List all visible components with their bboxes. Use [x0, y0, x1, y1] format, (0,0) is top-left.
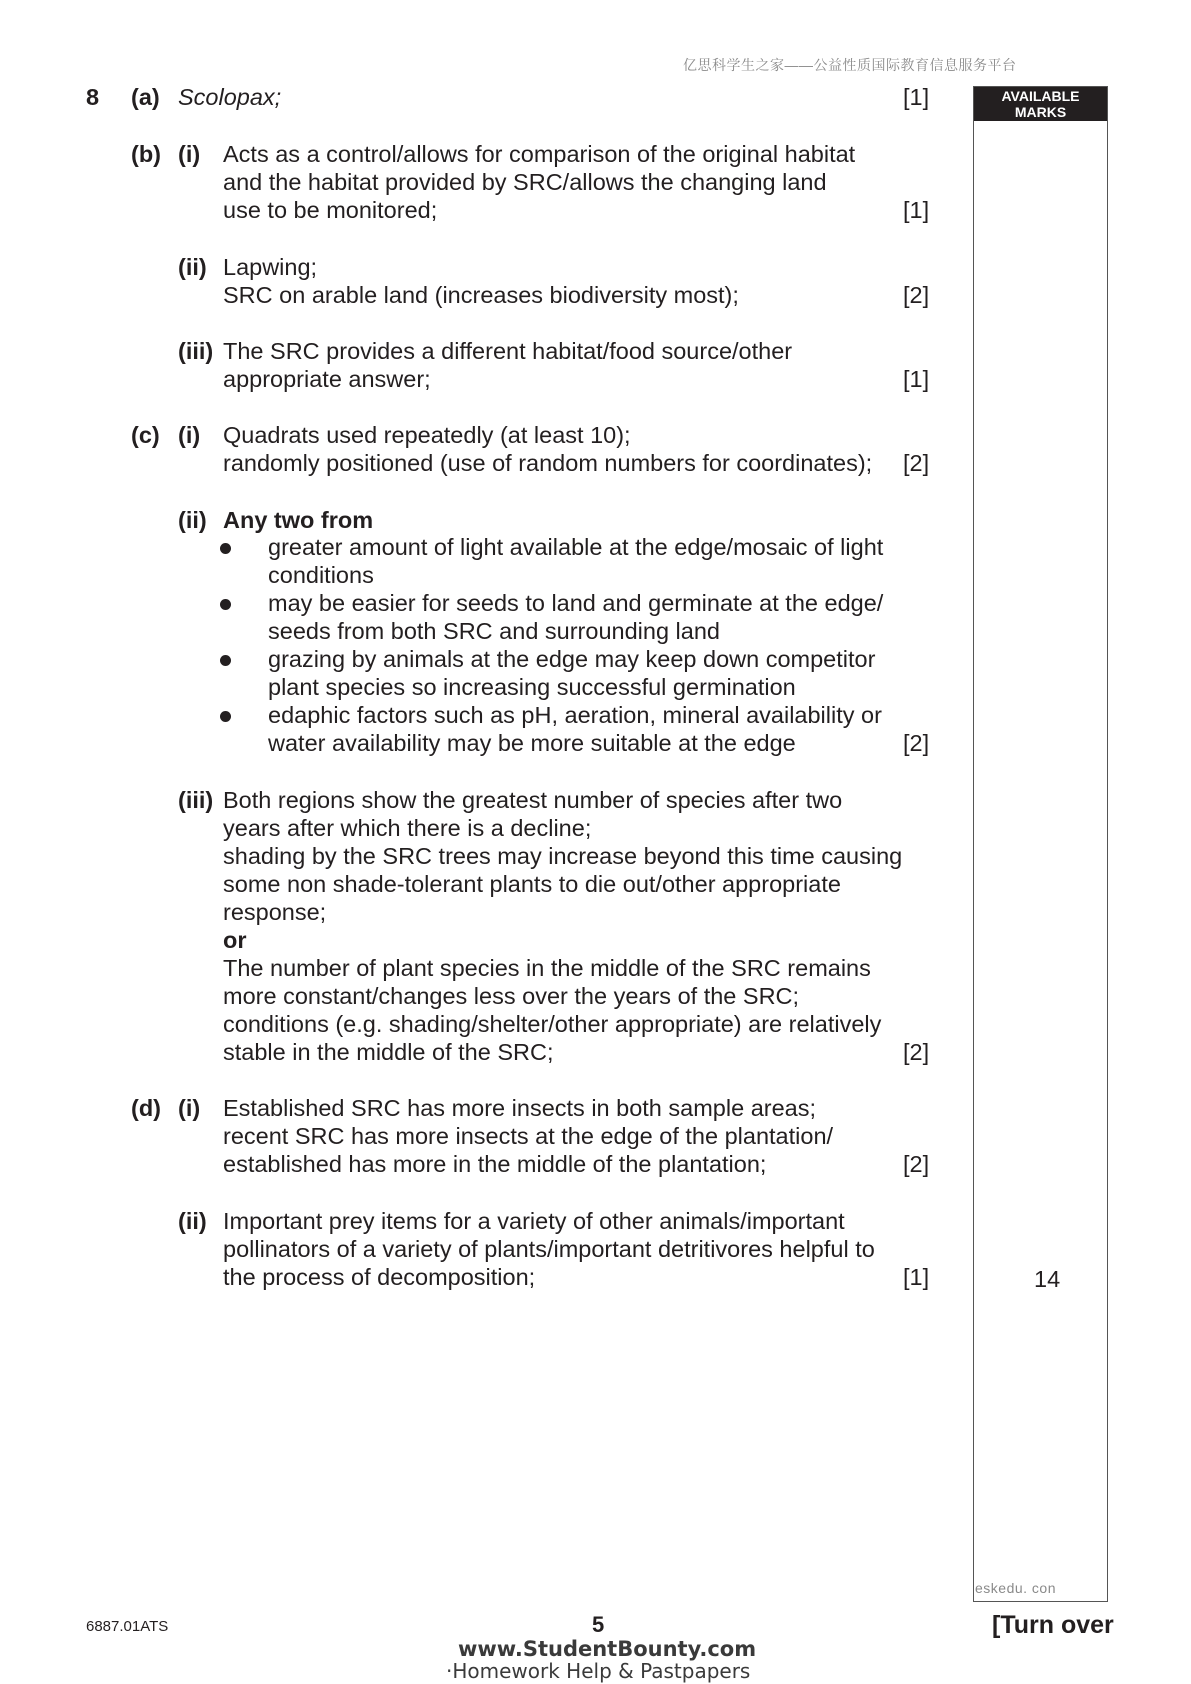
- bullet-line: greater amount of light available at the edge/mosaic of light: [268, 534, 884, 560]
- top-watermark: 亿思科学生之家——公益性质国际教育信息服务平台: [683, 57, 1017, 73]
- part-d-label: (d): [131, 1095, 162, 1121]
- part-d-ii-line: the process of decomposition;: [223, 1264, 536, 1290]
- part-c-iii-or: or: [223, 927, 247, 953]
- part-b-i-label: (i): [178, 141, 201, 167]
- bullet-line: conditions: [268, 562, 374, 588]
- part-c-iii-line: stable in the middle of the SRC;: [223, 1039, 554, 1065]
- part-c-i-label: (i): [178, 422, 201, 448]
- part-b-ii-mark: [2]: [903, 282, 930, 308]
- available-marks-column: [973, 86, 1108, 1602]
- part-c-iii-line: some non shade-tolerant plants to die out/other appropriate: [223, 871, 841, 897]
- part-b-label: (b): [131, 141, 162, 167]
- part-c-i-line: Quadrats used repeatedly (at least 10);: [223, 422, 631, 448]
- part-c-label: (c): [131, 422, 160, 448]
- part-c-iii-line: Both regions show the greatest number of species after two: [223, 787, 843, 813]
- part-c-iii-line: shading by the SRC trees may increase beyond this time causing: [223, 843, 903, 869]
- part-d-ii-mark: [1]: [903, 1264, 930, 1290]
- part-c-ii-label: (ii): [178, 507, 207, 533]
- bullet-icon: [220, 655, 231, 666]
- part-d-i-line: established has more in the middle of the plantation;: [223, 1151, 767, 1177]
- total-marks: 14: [1034, 1266, 1061, 1292]
- part-c-ii-heading: Any two from: [223, 507, 374, 533]
- part-d-i-label: (i): [178, 1095, 201, 1121]
- part-c-i-mark: [2]: [903, 450, 930, 476]
- part-b-iii-label: (iii): [178, 338, 214, 364]
- part-b-iii-line: appropriate answer;: [223, 366, 431, 392]
- part-b-ii-line: SRC on arable land (increases biodiversity most);: [223, 282, 739, 308]
- paper-code: 6887.01ATS: [86, 1618, 169, 1635]
- part-c-iii-line: response;: [223, 899, 327, 925]
- part-c-iii-line: The number of plant species in the middle of the SRC remains: [223, 955, 871, 981]
- part-c-iii-line: more constant/changes less over the years of the SRC;: [223, 983, 800, 1009]
- available-marks-header: [974, 87, 1107, 121]
- part-b-ii-line: Lapwing;: [223, 254, 318, 280]
- part-c-iii-mark: [2]: [903, 1039, 930, 1065]
- part-d-i-line: recent SRC has more insects at the edge of the plantation/: [223, 1123, 834, 1149]
- marks-header-line-2: MARKS: [1014, 104, 1067, 120]
- part-d-ii-line: Important prey items for a variety of other animals/important: [223, 1208, 845, 1234]
- part-b-ii-label: (ii): [178, 254, 207, 280]
- marks-header-line-1: AVAILABLE: [1001, 88, 1080, 104]
- part-c-iii-line: years after which there is a decline;: [223, 815, 592, 841]
- bullet-line: edaphic factors such as pH, aeration, mineral availability or: [268, 702, 882, 728]
- part-d-ii-label: (ii): [178, 1208, 207, 1234]
- part-d-i-line: Established SRC has more insects in both sample areas;: [223, 1095, 817, 1121]
- part-b-iii-line: The SRC provides a different habitat/food source/other: [223, 338, 793, 364]
- bullet-icon: [220, 543, 231, 554]
- footer-site-tagline: ·Homework Help & Pastpapers: [446, 1659, 751, 1683]
- part-d-ii-line: pollinators of a variety of plants/important detritivores helpful to: [223, 1236, 875, 1262]
- part-c-i-line: randomly positioned (use of random numbers for coordinates);: [223, 450, 873, 476]
- part-c-iii-label: (iii): [178, 787, 214, 813]
- part-c-ii-mark: [2]: [903, 730, 930, 756]
- footer-site-logo: www.StudentBounty.com: [458, 1637, 757, 1661]
- turn-over: [Turn over: [992, 1611, 1114, 1639]
- part-a-answer: Scolopax;: [178, 84, 282, 110]
- part-b-i-line: use to be monitored;: [223, 197, 438, 223]
- bullet-line: may be easier for seeds to land and germinate at the edge/: [268, 590, 884, 616]
- bullet-icon: [220, 711, 231, 722]
- page-number: 5: [592, 1612, 605, 1637]
- part-a-label: (a): [131, 84, 160, 110]
- part-c-iii-line: conditions (e.g. shading/shelter/other appropriate) are relatively: [223, 1011, 882, 1037]
- bullet-line: water availability may be more suitable at the edge: [268, 730, 796, 756]
- question-number: 8: [86, 84, 100, 110]
- bullet-line: seeds from both SRC and surrounding land: [268, 618, 720, 644]
- part-a-mark: [1]: [903, 84, 930, 110]
- part-b-i-line: Acts as a control/allows for comparison of the original habitat: [223, 141, 856, 167]
- bullet-line: grazing by animals at the edge may keep down competitor: [268, 646, 876, 672]
- part-b-i-line: and the habitat provided by SRC/allows the changing land: [223, 169, 827, 195]
- bullet-line: plant species so increasing successful germination: [268, 674, 796, 700]
- part-d-i-mark: [2]: [903, 1151, 930, 1177]
- bottom-watermark: eskedu. con: [975, 1580, 1056, 1596]
- bullet-icon: [220, 599, 231, 610]
- part-b-i-mark: [1]: [903, 197, 930, 223]
- part-b-iii-mark: [1]: [903, 366, 930, 392]
